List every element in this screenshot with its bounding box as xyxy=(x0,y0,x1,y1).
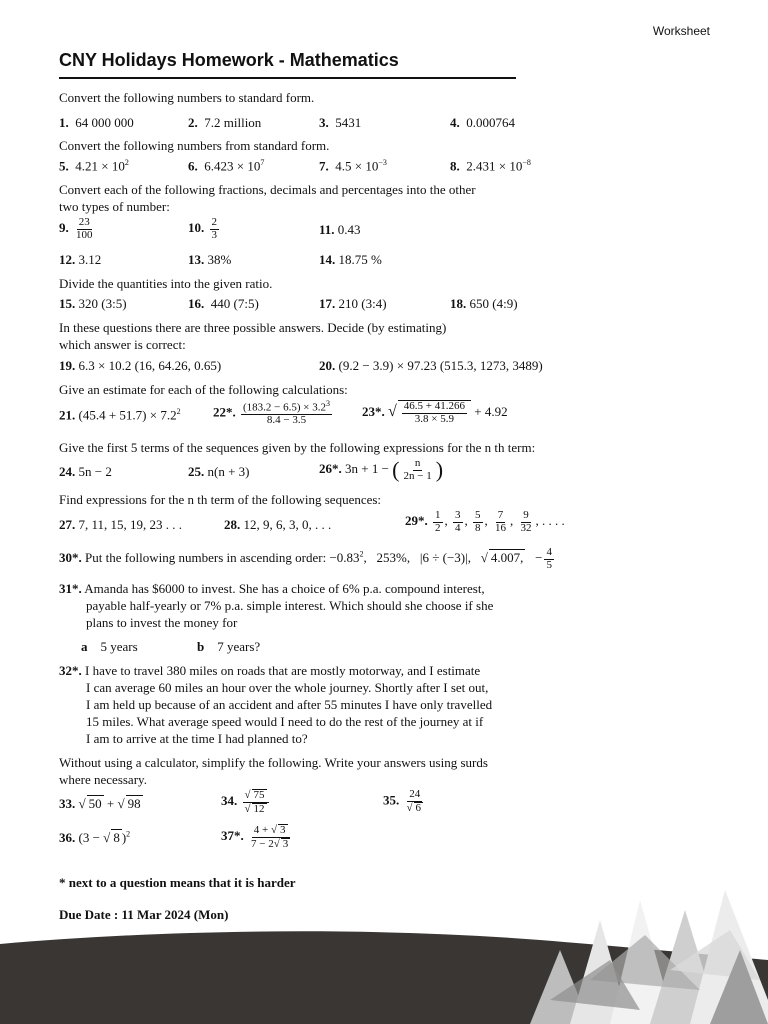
question-32-line5: I am to arrive at the time I had planned to? xyxy=(86,731,308,746)
question-32-line3: I am held up because of an accident and after 55 minutes I have only travelled xyxy=(86,697,493,712)
question-21: 21. $(45.4 + 51.7) \times 7.2^2$ xyxy=(59,407,181,423)
question-31-line1: 31*. Amanda has $6000 to invest. She has a choice of 6% p.a. compound interest, xyxy=(59,581,485,596)
question-28: 28. 12, 9, 6, 3, 0, . . . xyxy=(224,517,332,532)
question-23: 23*. √ $\frac{46.5 + 41.266}{3.8 \times 5.9}$ + 4.92 xyxy=(362,400,508,425)
question-15: 15. 320 (3:5) xyxy=(59,296,127,311)
question-27: 27. 7, 11, 15, 19, 23 . . . xyxy=(59,517,183,532)
instruction-convert-types-line1: Convert each of the following fractions, decimals and percentages into the other xyxy=(59,182,476,197)
instruction-estimate-calc: Give an estimate for each of the following calculations: xyxy=(59,382,348,397)
instruction-estimate-choice-line2: which answer is correct: xyxy=(59,337,186,352)
question-32-line2: I can average 60 miles an hour over the whole journey. Shortly after I set out, xyxy=(86,680,489,695)
question-4: 4. 0.000764 xyxy=(450,115,515,130)
instruction-estimate-choice-line1: In these questions there are three possible answers. Decide (by estimating) xyxy=(59,320,447,335)
question-2: 2. 7.2 million xyxy=(188,115,262,130)
title-underline xyxy=(59,77,516,79)
question-1: 1. 64 000 000 xyxy=(59,115,134,130)
question-10: 10. $\frac{2}{3}$ xyxy=(188,216,217,241)
instruction-sequence-terms: Give the first 5 terms of the sequences given by the following expressions for the n th term: xyxy=(59,440,536,455)
question-32-line1: 32*. I have to travel 380 miles on roads that are mostly motorway, and I estimate xyxy=(59,663,481,678)
harder-note: * next to a question means that it is harder xyxy=(59,875,296,890)
question-30: 30*. Put the following numbers in ascending order: $-0.83^2$, 253%, |6 ÷ (−3)|, √ 4.007, − $\frac{4}{5}$ xyxy=(59,546,552,571)
question-33: 33. √ 50 + √ 98 xyxy=(59,796,141,811)
due-date: Due Date : 11 Mar 2024 (Mon) xyxy=(59,907,229,922)
instruction-nth-term: Find expressions for the n th term of the following sequences: xyxy=(59,492,382,507)
question-6: 6. $6.423 \times 10^7$ xyxy=(188,158,265,174)
question-31-line3: plans to invest the money for xyxy=(86,615,238,630)
question-31-line2: payable half-yearly or 7% p.a. simple interest. Which should she choose if she xyxy=(86,598,494,613)
question-31a: a 5 years xyxy=(81,639,138,654)
question-22: 22*. $\frac{(183.2 - 6.5) \times 3.2^3}{8.4 - 3.5}$ xyxy=(213,399,330,427)
question-20: 20. (9.2 − 3.9) × 97.23 (515.3, 1273, 3489) xyxy=(319,358,543,373)
instruction-ratio: Divide the quantities into the given ratio. xyxy=(59,276,273,291)
instruction-standard-form: Convert the following numbers to standard form. xyxy=(59,90,315,105)
question-37: 37*. $\frac{4 + √ 3}{7 - 2√ 3}$ xyxy=(221,824,289,850)
question-9: 9. $\frac{23}{100}$ xyxy=(59,216,93,241)
page-title: CNY Holidays Homework - Mathematics xyxy=(59,50,399,70)
instruction-convert-types-line2: two types of number: xyxy=(59,199,170,214)
question-12: 12. 3.12 xyxy=(59,252,102,267)
worksheet-tag: Worksheet xyxy=(652,24,710,38)
question-31b: b 7 years? xyxy=(197,639,261,654)
question-32-line4: 15 miles. What average speed would I need to do the rest of the journey at if xyxy=(86,714,484,729)
question-29: 29*. $\frac{1}{2}$ , $\frac{3}{4}$ , $\frac{5}{8}$ , $\frac{7}{16}$ , $\frac{9}{32}$ , . . . . xyxy=(405,509,565,534)
question-25: 25. n(n + 3) xyxy=(188,464,250,479)
crumpled-paper-graphic xyxy=(470,880,768,1024)
question-34: 34. $\frac{√ 75}{√ 12}$ xyxy=(221,789,271,815)
question-35: 35. $\frac{24}{√ 6}$ xyxy=(383,788,422,814)
question-11: 11. 0.43 xyxy=(319,222,361,237)
question-8: 8. $2.431 \times 10^{-8}$ xyxy=(450,158,531,174)
question-24: 24. 5n − 2 xyxy=(59,464,112,479)
question-26: 26*. 3n + 1 − ( $\frac{n}{2n - 1}$ ) xyxy=(319,456,444,482)
question-5: 5. $4.21 \times 10^2$ xyxy=(59,158,129,174)
question-13: 13. 38% xyxy=(188,252,232,267)
question-17: 17. 210 (3:4) xyxy=(319,296,387,311)
instruction-surds-line1: Without using a calculator, simplify the following. Write your answers using surds xyxy=(59,755,488,770)
question-19: 19. 6.3 × 10.2 (16, 64.26, 0.65) xyxy=(59,358,222,373)
question-14: 14. 18.75 % xyxy=(319,252,382,267)
question-3: 3. 5431 xyxy=(319,115,362,130)
question-7: 7. $4.5 \times 10^{-3}$ xyxy=(319,158,387,174)
question-16: 16. 440 (7:5) xyxy=(188,296,259,311)
question-36: 36. (3 − √ 8 )$^2$ xyxy=(59,829,131,845)
instruction-surds-line2: where necessary. xyxy=(59,772,147,787)
question-18: 18. 650 (4:9) xyxy=(450,296,518,311)
instruction-from-standard-form: Convert the following numbers from standard form. xyxy=(59,138,330,153)
